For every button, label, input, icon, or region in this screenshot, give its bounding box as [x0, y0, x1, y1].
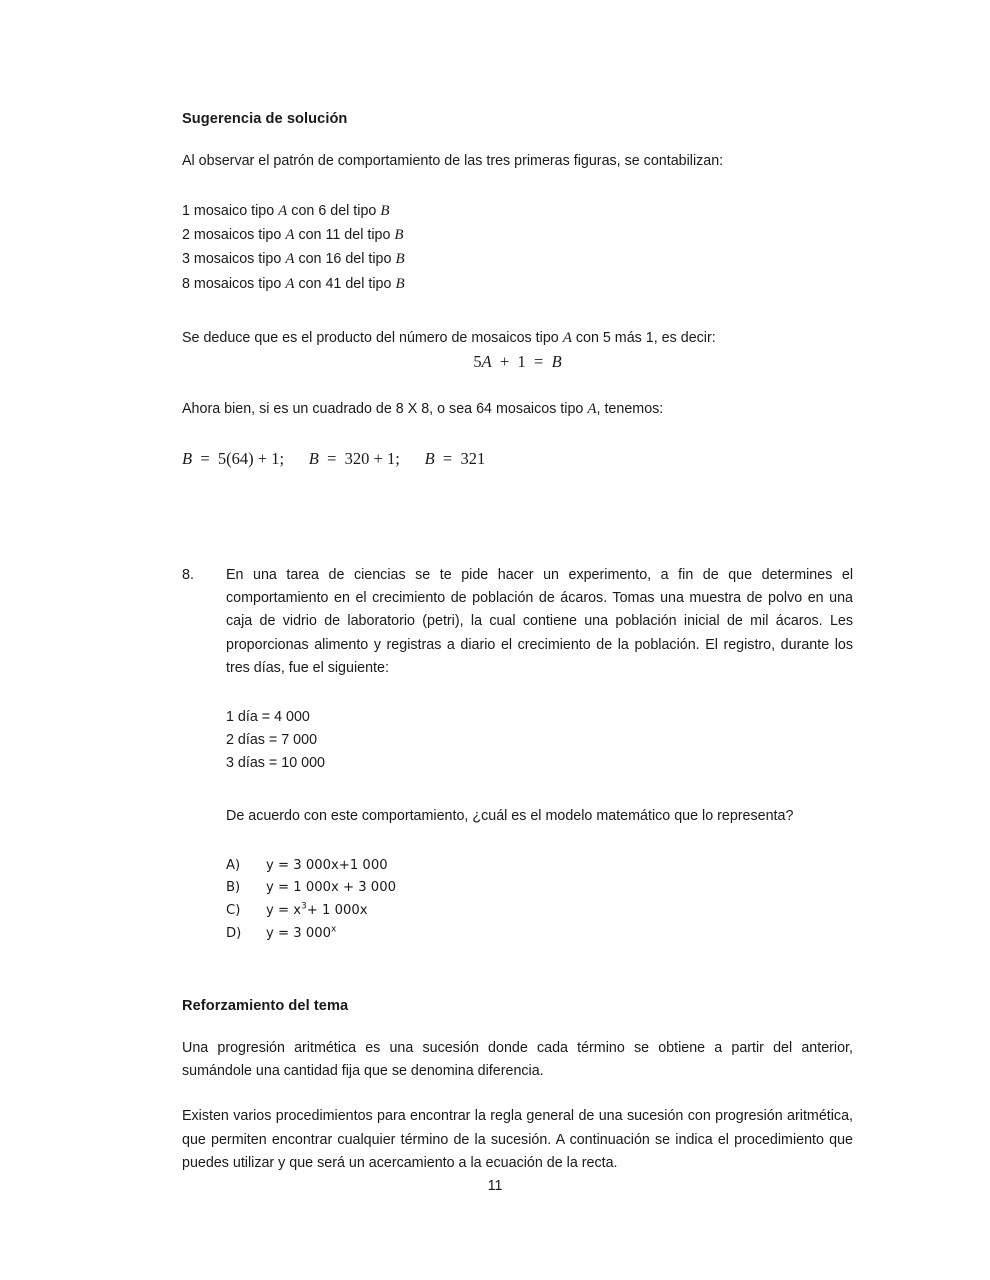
spacer: [182, 375, 853, 397]
page-number: 11: [487, 1178, 503, 1194]
count-middle: con 41 del tipo: [294, 275, 396, 292]
deduction-suffix: con 5 más 1, es decir:: [571, 330, 716, 347]
spacer: [182, 296, 853, 326]
square-prefix: Ahora bien, si es un cuadrado de 8 X 8, o sea 64 mosaicos tipo: [182, 401, 588, 418]
variable-a: A: [278, 202, 288, 219]
option-a-label: A): [226, 857, 241, 873]
variable-a: A: [285, 227, 295, 244]
option-c-label: C): [226, 902, 241, 918]
option-b-label: B): [226, 880, 241, 896]
formula-operator: + 1 =: [491, 352, 552, 372]
spacer: [226, 829, 853, 855]
square-suffix: , tenemos:: [596, 401, 664, 418]
result-equations: [182, 447, 853, 472]
list-item: [182, 272, 853, 296]
list-item: 1 día = 4 000: [226, 708, 310, 725]
count-middle: con 6 del tipo: [287, 202, 381, 219]
spacer: [182, 1083, 853, 1105]
variable-a: A: [562, 330, 572, 347]
question-statement: En una tarea de ciencias se te pide hacer un experimento, a fin de que determines el comportamiento en el crecimiento de población de ácaros. Tomas una muestra de polvo en una caja de vidrio de laboratorio (petri), la cual contiene una población inicial de mil ácaros. Les proporcionas alimento y registras a diario el crecimiento de la población. El registro, durante los tres días, fue el siguiente:: [226, 567, 853, 676]
variable-a: A: [587, 401, 597, 418]
section-spacer: [182, 472, 853, 542]
formula-5a-plus-1-equals-b: [182, 350, 853, 375]
spacer: [182, 979, 853, 997]
mosaic-count-list: [182, 199, 853, 296]
count-prefix: 8 mosaicos tipo: [182, 275, 286, 292]
question-number: 8.: [182, 567, 194, 584]
variable-b: B: [551, 352, 562, 372]
variable-a: A: [481, 352, 492, 372]
reinforcement-paragraph-2: Existen varios procedimientos para encontrar la regla general de una sucesión con progresión aritmética, que permiten encontrar cualquier término de la sucesión. A continuación se indica el procedimiento que puedes utilizar y que será un acercamiento a la ecuación de la recta.: [182, 1108, 853, 1171]
count-prefix: 2 mosaicos tipo: [182, 227, 286, 244]
solution-heading: Sugerencia de solución: [182, 111, 348, 127]
solution-intro-paragraph: Al observar el patrón de comportamiento de las tres primeras figuras, se contabilizan:: [182, 152, 724, 169]
section-spacer: [182, 945, 853, 979]
count-middle: con 16 del tipo: [294, 251, 396, 268]
list-item: 3 días = 10 000: [226, 755, 325, 772]
list-item: [182, 199, 853, 223]
spacer: [182, 173, 853, 199]
variable-b: B: [308, 449, 319, 469]
variable-b: B: [395, 275, 405, 292]
square-case-paragraph: [182, 397, 853, 421]
option-b[interactable]: [226, 877, 853, 900]
result-part-2: = 320 + 1;: [318, 449, 425, 469]
option-a[interactable]: [226, 855, 853, 878]
variable-b: B: [380, 202, 390, 219]
variable-b: B: [182, 449, 193, 469]
growth-record-list: [226, 706, 853, 775]
reinforcement-heading: Reforzamiento del tema: [182, 998, 349, 1015]
spacer: [182, 421, 853, 447]
result-part-1: = 5(64) + 1;: [192, 449, 309, 469]
option-d-label: D): [226, 925, 242, 941]
option-c[interactable]: [226, 900, 853, 923]
spacer: [182, 542, 853, 564]
formula-coefficient: 5: [473, 352, 482, 372]
answer-options: [226, 855, 853, 946]
option-b-text: y = 1 000x + 3 000: [266, 880, 396, 896]
option-a-text: y = 3 000x+1 000: [266, 857, 388, 873]
page-content: [182, 110, 853, 1175]
variable-a: A: [285, 251, 295, 268]
deduction-prefix: Se deduce que es el producto del número de mosaicos tipo: [182, 330, 563, 347]
list-item: 2 días = 7 000: [226, 732, 318, 749]
option-d[interactable]: [226, 923, 853, 946]
option-c-text: $y = x^3+ 1$ 000x: [266, 901, 368, 918]
question-prompt: De acuerdo con este comportamiento, ¿cuál es el modelo matemático que lo representa?: [226, 808, 794, 825]
count-prefix: 1 mosaico tipo: [182, 202, 279, 219]
variable-b: B: [424, 449, 435, 469]
variable-a: A: [285, 275, 295, 292]
option-c-superscript: 3: [301, 901, 307, 912]
reinforcement-paragraph-1: Una progresión aritmética es una sucesión donde cada término se obtiene a partir del anterior, sumándole una cantidad fija que se denomina diferencia.: [182, 1040, 853, 1080]
result-part-3: = 321: [434, 449, 486, 469]
list-item: [182, 223, 853, 247]
option-d-text: y = 3 000$^x$: [266, 924, 337, 941]
variable-b: B: [394, 227, 404, 244]
spacer: [226, 775, 853, 805]
deduction-paragraph: [182, 326, 853, 350]
count-middle: con 11 del tipo: [294, 227, 395, 244]
option-d-superscript: x: [331, 924, 337, 935]
question-8: [182, 564, 853, 945]
count-prefix: 3 mosaicos tipo: [182, 251, 286, 268]
variable-b: B: [395, 251, 405, 268]
list-item: [182, 247, 853, 271]
spacer: [226, 680, 853, 706]
